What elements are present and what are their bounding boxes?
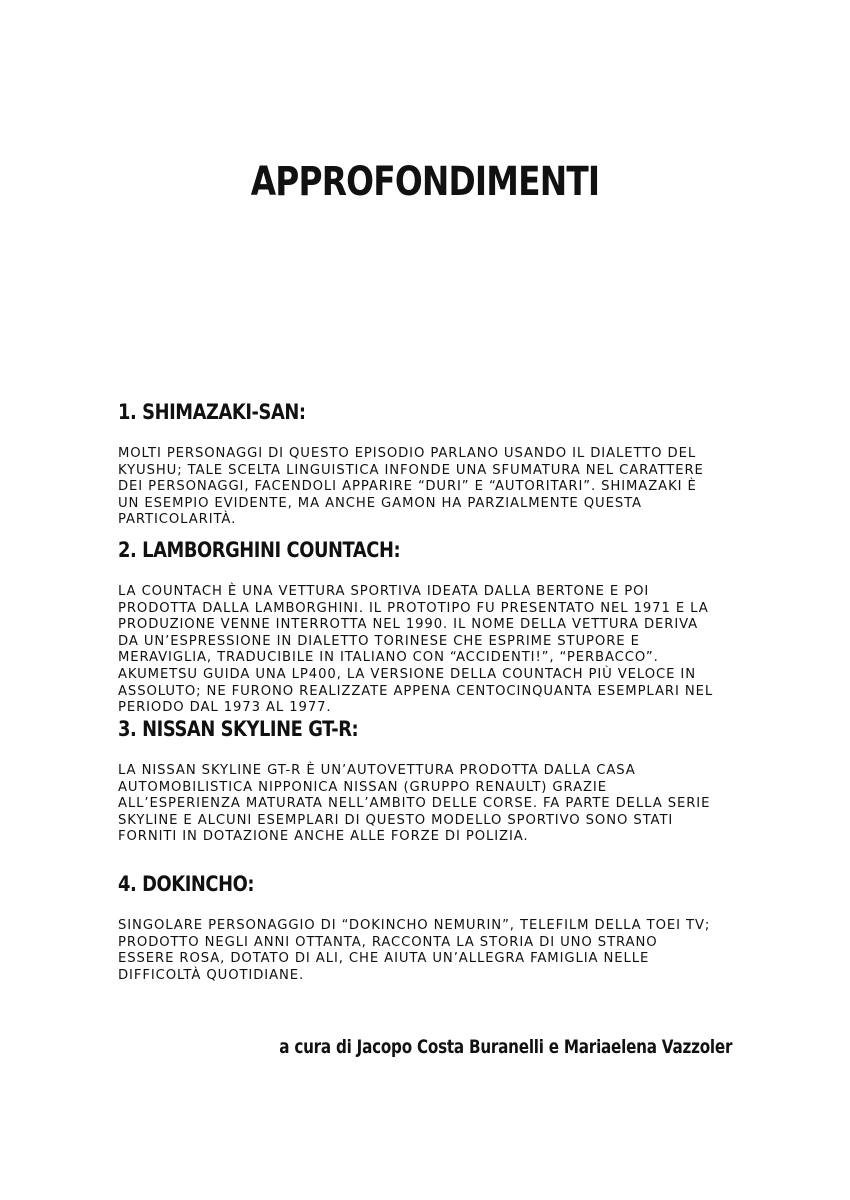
credit-line: a cura di Jacopo Costa Buranelli e Mariaelena Vazzoler (279, 1036, 732, 1058)
section-heading: 4. DOKINCHO: (118, 872, 255, 896)
section-dokincho (118, 872, 718, 984)
page-title: APPROFONDIMENTI (250, 158, 600, 205)
section-nissan-skyline-gtr (118, 717, 718, 846)
section-heading: 2. LAMBORGHINI COUNTACH: (118, 538, 401, 562)
section-body: SINGOLARE PERSONAGGIO DI “DOKINCHO NEMURIN”, TELEFILM DELLA TOEI TV; PRODOTTO NEGLI ANNI OTTANTA, RACCONTA LA STORIA DI UNO STRANO ESSERE ROSA, DOTATO DI ALI, CHE AIUTA UN’ALLEGRA FAMIGLIA NELLE DIFFICOLTÀ QUOTIDIANE. (118, 918, 711, 983)
section-body: LA NISSAN SKYLINE GT-R È UN’AUTOVETTURA PRODOTTA DALLA CASA AUTOMOBILISTICA NIPPONICA NISSAN (GRUPPO RENAULT) GRAZIE ALL’ESPERIENZA MATURATA NELL’AMBITO DELLE CORSE. FA PARTE DELLA SERIE SKYLINE E ALCUNI ESEMPLARI DI QUESTO MODELLO SPORTIVO SONO STATI FORNITI IN DOTAZIONE ANCHE ALLE FORZE DI POLIZIA. (118, 763, 711, 845)
section-body: MOLTI PERSONAGGI DI QUESTO EPISODIO PARLANO USANDO IL DIALETTO DEL KYUSHU; TALE SCELTA LINGUISTICA INFONDE UNA SFUMATURA NEL CARATTERE DEI PERSONAGGI, FACENDOLI APPARIRE “DURI” E “AUTORITARI”. SHIMAZAKI È UN ESEMPIO EVIDENTE, MA ANCHE GAMON HA PARZIALMENTE QUESTA PARTICOLARITÀ. (118, 446, 704, 528)
section-body: LA COUNTACH È UNA VETTURA SPORTIVA IDEATA DALLA BERTONE E POI PRODOTTA DALLA LAMBORGHINI. IL PROTOTIPO FU PRESENTATO NEL 1971 E LA PRODUZIONE VENNE INTERROTTA NEL 1990. IL NOME DELLA VETTURA DERIVA DA UN’ESPRESSIONE IN DIALETTO TORINESE CHE ESPRIME STUPORE E MERAVIGLIA, TRADUCIBILE IN ITALIANO CON “ACCIDENTI!”, “PERBACCO”. AKUMETSU GUIDA UNA LP400, LA VERSIONE DELLA COUNTACH PIÙ VELOCE IN ASSOLUTO; NE FURONO REALIZZATE APPENA CENTOCINQUANTA ESEMPLARI NEL PERIODO DAL 1973 AL 1977. (118, 584, 714, 716)
section-lamborghini-countach (118, 538, 718, 717)
section-shimazaki-san (118, 400, 718, 529)
section-heading: 1. SHIMAZAKI-SAN: (118, 400, 306, 424)
section-heading: 3. NISSAN SKYLINE GT-R: (118, 717, 359, 741)
